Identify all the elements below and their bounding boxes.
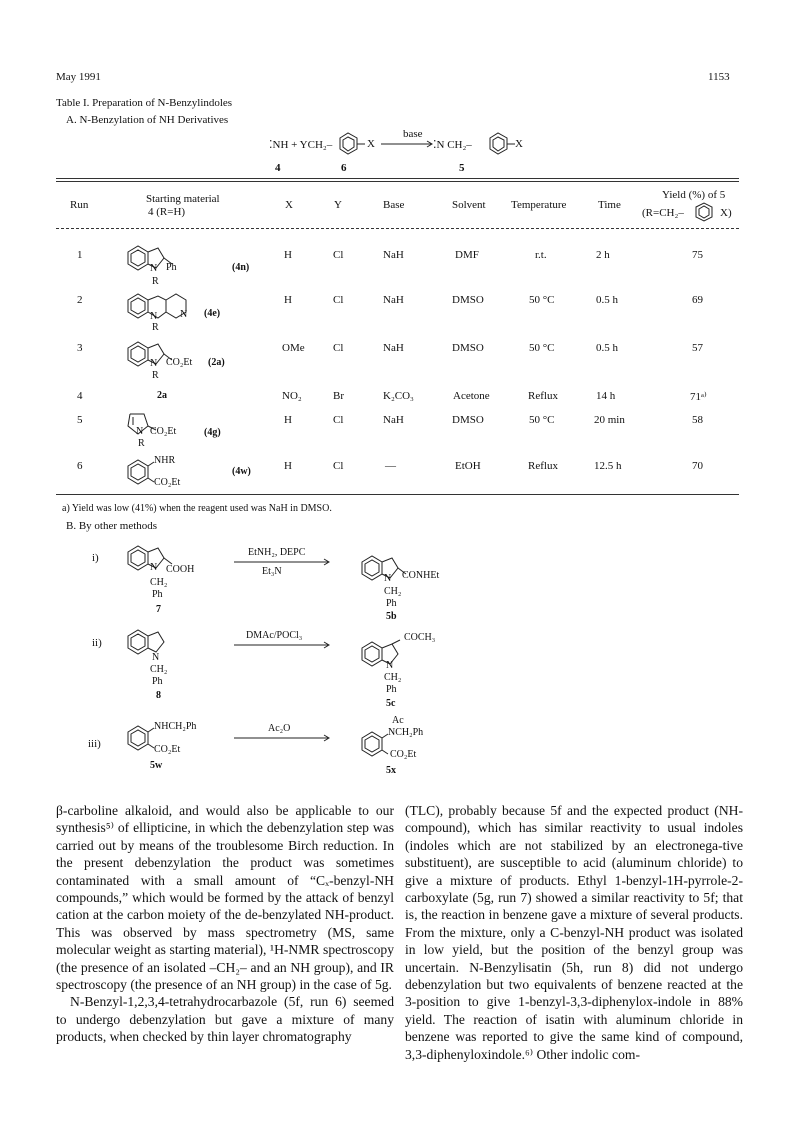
row-2-n: N bbox=[150, 311, 158, 322]
row-2-base: NaH bbox=[383, 294, 404, 306]
section-b-heading: B. By other methods bbox=[66, 520, 158, 532]
method-ii-pr-label: 5c bbox=[386, 698, 396, 709]
col-header-run: Run bbox=[70, 199, 89, 211]
row-1-n: N bbox=[150, 263, 158, 274]
col-header-yield: Yield (%) of 5 bbox=[662, 189, 726, 201]
method-i-pr-label: 5b bbox=[386, 611, 397, 622]
col-header-temperature: Temperature bbox=[511, 199, 567, 211]
row-5-x: H bbox=[284, 414, 292, 426]
method-i-reagent-1: EtNH₂, DEPC bbox=[248, 547, 306, 558]
method-i-pr-ch2: CH₂ bbox=[384, 586, 402, 597]
method-ii-n: N bbox=[152, 652, 160, 663]
row-5-y: Cl bbox=[333, 414, 344, 426]
table-title: Table I. Preparation of N-Benzylindoles bbox=[56, 97, 233, 109]
table-header-rule bbox=[56, 228, 739, 229]
row-5-run: 5 bbox=[77, 414, 83, 426]
method-iii-pr-group: NCH₂Ph bbox=[388, 727, 424, 738]
reaction-arrow-icon bbox=[379, 140, 435, 148]
method-i-pr-group: CONHEt bbox=[402, 570, 440, 581]
method-iii-pr-group2: CO₂Et bbox=[390, 749, 417, 760]
row-3-y: Cl bbox=[333, 342, 344, 354]
row-6-time: 12.5 h bbox=[594, 460, 622, 472]
indole-structure-icon bbox=[124, 336, 194, 374]
indole-structure-icon bbox=[124, 240, 194, 278]
row-5-base: NaH bbox=[383, 414, 404, 426]
row-3-base: NaH bbox=[383, 342, 404, 354]
method-i-sm-ch2: CH₂ bbox=[150, 577, 168, 588]
row-5-r: R bbox=[138, 438, 145, 449]
row-2-substituent: N bbox=[180, 309, 188, 320]
row-2-temp: 50 °C bbox=[529, 294, 555, 306]
row-3-compound: (2a) bbox=[208, 357, 225, 368]
method-iii-sm-group: NHCH₂Ph bbox=[154, 721, 197, 732]
row-3-substituent: CO₂Et bbox=[166, 357, 193, 368]
row-2-yield: 69 bbox=[692, 294, 703, 306]
table-bottom-rule bbox=[56, 494, 739, 495]
table-top-rule bbox=[56, 178, 739, 179]
method-i-reagent-2: Et₃N bbox=[262, 566, 282, 577]
compound-label-6: 6 bbox=[341, 162, 347, 174]
reaction-arrow-icon bbox=[232, 734, 332, 742]
body-right-column bbox=[405, 802, 743, 1063]
col-header-solvent: Solvent bbox=[452, 199, 486, 211]
method-i-sm-ph: Ph bbox=[152, 589, 163, 600]
scheme-a-x1: X bbox=[367, 138, 375, 150]
method-ii-num: ii) bbox=[92, 637, 102, 649]
method-ii-reagent-1: DMAc/POCl₃ bbox=[246, 630, 303, 641]
row-1-x: H bbox=[284, 249, 292, 261]
row-5-compound: (4g) bbox=[204, 427, 221, 438]
body-left-column bbox=[56, 802, 394, 1046]
method-iii-sm-group2: CO₂Et bbox=[154, 744, 181, 755]
row-6-base: — bbox=[385, 460, 396, 472]
method-i-num: i) bbox=[92, 552, 99, 564]
reaction-arrow-icon bbox=[232, 558, 332, 566]
benzene-ring-icon bbox=[483, 130, 517, 160]
row-2-r: R bbox=[152, 322, 159, 333]
method-iii-sm-label: 5w bbox=[150, 760, 163, 771]
col-header-time: Time bbox=[598, 199, 621, 211]
method-ii-sm-ph: Ph bbox=[152, 676, 163, 687]
row-6-x: H bbox=[284, 460, 292, 472]
row-3-yield: 57 bbox=[692, 342, 703, 354]
row-5-temp: 50 °C bbox=[529, 414, 555, 426]
method-iii-pr-ac: Ac bbox=[392, 715, 404, 726]
body-paragraph: (TLC), probably because 5f and the expected product (NH-compound), which has similar reactivity to usual indoles (indoles which are not stabilized by an electronega-tive substituent), are susceptible to acid (aluminum chloride) to give a mixture of products. Ethyl 1-benzyl-1H-pyrrole-2-carboxylate (5g, run 7) showed a similar reactivity to 5f; that is, the reaction in benzene gave a mixture of several products. From the mixture, only a C-benzyl-NH product was isolated in low yield, but the position of the benzyl group was uncertain. N-Benzylisatin (5h, run 8) did not undergo debenzylation but two equivalents of benzene reacted at the 3-position to give 1-benzyl-3,3-diphenylox-indole in 88% yield. The reaction of isatin with aluminum chloride in benzene was reported to give the same kind of compound, 3,3-diphenyloxindole.⁶⁾ Other indolic com- bbox=[405, 803, 743, 1062]
method-i-sm-group: COOH bbox=[166, 564, 195, 575]
method-ii-pr-ch2: CH₂ bbox=[384, 672, 402, 683]
benzene-ring-icon bbox=[690, 201, 720, 225]
scheme-a-product: ⁚N CH₂– bbox=[433, 139, 472, 151]
header-date: May 1991 bbox=[56, 71, 101, 83]
scheme-a-reagent: base bbox=[403, 128, 423, 140]
method-ii-pr-group: COCH₃ bbox=[404, 632, 436, 643]
scheme-a-x2: X bbox=[515, 138, 523, 150]
col-header-y: Y bbox=[334, 199, 342, 211]
body-paragraph: β-carboline alkaloid, and would also be applicable to our synthesis⁵⁾ of ellipticine, in which the debenzylation step was carried out by means of the troublesome Birch reduction. In the present debenzylation the product was sometimes contaminated with a small amount of “Cₓ-benzyl-NH compounds,” which would be formed by the attack of benzyl cation at the carbon moiety of the de-benzylated NH-product. This was observed by mass spectrometry (MS, same molecular weight as starting material), ¹H-NMR spectroscopy (the presence of an isolated –CH₂– and an NH group), and IR spectroscopy (the presence of an NH group) in the case of 5g. bbox=[56, 803, 394, 993]
method-i-pr-n: N bbox=[384, 573, 392, 584]
row-5-time: 20 min bbox=[594, 414, 625, 426]
row-3-time: 0.5 h bbox=[596, 342, 618, 354]
row-6-run: 6 bbox=[77, 460, 83, 472]
row-1-yield: 75 bbox=[692, 249, 703, 261]
method-ii-sm-ch2: CH₂ bbox=[150, 664, 168, 675]
method-i-pr-ph: Ph bbox=[386, 598, 397, 609]
method-iii-num: iii) bbox=[88, 738, 101, 750]
method-ii-pr-ph: Ph bbox=[386, 684, 397, 695]
col-header-starting-sub: 4 (R=H) bbox=[148, 206, 186, 218]
method-ii-sm-label: 8 bbox=[156, 690, 161, 701]
col-header-yield-sub-a: (R=CH₂– bbox=[642, 207, 684, 219]
row-3-temp: 50 °C bbox=[529, 342, 555, 354]
row-6-substituent-1: NHR bbox=[154, 455, 176, 466]
row-1-base: NaH bbox=[383, 249, 404, 261]
method-i-n: N bbox=[150, 562, 158, 573]
azacarbazole-structure-icon bbox=[124, 288, 214, 328]
method-iii-pr-label: 5x bbox=[386, 765, 396, 776]
row-2-compound: (4e) bbox=[204, 308, 221, 319]
row-3-r: R bbox=[152, 370, 159, 381]
compound-label-4: 4 bbox=[275, 162, 281, 174]
row-2-run: 2 bbox=[77, 294, 83, 306]
body-paragraph: N-Benzyl-1,2,3,4-tetrahydrocarbazole (5f, run 6) seemed to undergo debenzylation but gave a mixture of many products, when checked by thin layer chromatography bbox=[56, 994, 394, 1045]
scheme-a bbox=[255, 128, 555, 178]
row-1-r: R bbox=[152, 276, 159, 287]
row-3-solvent: DMSO bbox=[452, 342, 484, 354]
row-2-solvent: DMSO bbox=[452, 294, 484, 306]
col-header-base: Base bbox=[383, 199, 405, 211]
row-4-run: 4 bbox=[77, 390, 83, 402]
row-2-time: 0.5 h bbox=[596, 294, 618, 306]
row-2-x: H bbox=[284, 294, 292, 306]
row-3-x: OMe bbox=[282, 342, 305, 354]
row-5-substituent: CO₂Et bbox=[150, 426, 177, 437]
row-4-time: 14 h bbox=[596, 390, 616, 402]
row-6-substituent-2: CO₂Et bbox=[154, 477, 181, 488]
row-4-x: NO₂ bbox=[282, 390, 302, 402]
row-1-solvent: DMF bbox=[455, 249, 479, 261]
section-a-heading: A. N-Benzylation of NH Derivatives bbox=[66, 114, 229, 126]
compound-label-5: 5 bbox=[459, 162, 465, 174]
scheme-a-reactant: ⁚NH + YCH₂– bbox=[269, 139, 333, 151]
page-number: 1153 bbox=[708, 71, 730, 83]
row-4-temp: Reflux bbox=[528, 390, 558, 402]
row-4-yield: 71ᵃ⁾ bbox=[690, 391, 707, 403]
row-1-substituent: Ph bbox=[166, 262, 177, 273]
row-6-temp: Reflux bbox=[528, 460, 558, 472]
row-4-base: K₂CO₃ bbox=[383, 390, 414, 402]
row-1-temp: r.t. bbox=[535, 249, 547, 261]
benzene-ring-icon bbox=[333, 130, 367, 160]
row-5-solvent: DMSO bbox=[452, 414, 484, 426]
method-ii-pr-n: N bbox=[386, 660, 394, 671]
row-3-n: N bbox=[150, 358, 158, 369]
method-iii-reagent-1: Ac₂O bbox=[268, 723, 291, 734]
row-5-yield: 58 bbox=[692, 414, 703, 426]
col-header-starting-material: Starting material bbox=[146, 193, 220, 205]
row-1-compound: (4n) bbox=[232, 262, 250, 273]
row-6-compound: (4w) bbox=[232, 466, 251, 477]
row-2-y: Cl bbox=[333, 294, 344, 306]
table-footnote: a) Yield was low (41%) when the reagent used was NaH in DMSO. bbox=[62, 503, 332, 514]
row-4-solvent: Acetone bbox=[453, 390, 490, 402]
row-3-run: 3 bbox=[77, 342, 83, 354]
row-1-y: Cl bbox=[333, 249, 344, 261]
row-1-run: 1 bbox=[77, 249, 83, 261]
reaction-arrow-icon bbox=[232, 641, 332, 649]
row-5-n: N bbox=[136, 426, 144, 437]
row-6-solvent: EtOH bbox=[455, 460, 481, 472]
table-top-rule-2 bbox=[56, 181, 739, 182]
col-header-yield-sub-b: X) bbox=[720, 207, 732, 219]
row-1-time: 2 h bbox=[596, 249, 610, 261]
method-i-sm-label: 7 bbox=[156, 604, 161, 615]
col-header-x: X bbox=[285, 199, 293, 211]
row-4-y: Br bbox=[333, 390, 344, 402]
row-6-y: Cl bbox=[333, 460, 344, 472]
row-4-compound: 2a bbox=[157, 390, 167, 401]
row-6-yield: 70 bbox=[692, 460, 703, 472]
